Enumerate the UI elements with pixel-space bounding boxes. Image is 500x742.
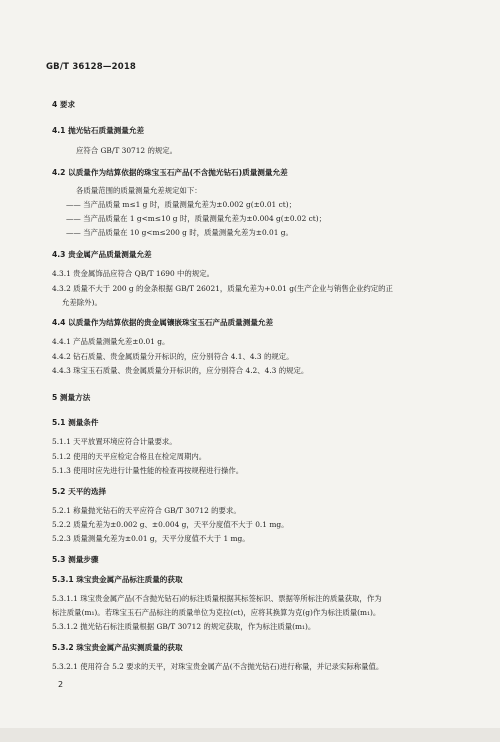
- clause-5-2-2: 5.2.2 质量允差为±0.002 g、±0.004 g，天平分度值不大于 0.1 mg。: [52, 520, 289, 529]
- section-5-heading: 5 测量方法: [52, 393, 91, 402]
- section-4-2-intro: 各质量范围的质量测量允差规定如下：: [76, 186, 202, 195]
- clause-5-1-2: 5.1.2 使用的天平应检定合格且在检定周期内。: [52, 452, 207, 461]
- clause-5-1-3: 5.1.3 使用时应先进行计量性能的检查再按规程进行操作。: [52, 466, 244, 475]
- section-4-4-heading: 4.4 以质量作为结算依据的贵金属镶嵌珠宝玉石产品质量测量允差: [52, 318, 274, 327]
- clause-4-4-2: 4.4.2 钻石质量、贵金属质量分开标识的，应分别符合 4.1、4.3 的规定。: [52, 352, 294, 361]
- clause-5-1-1: 5.1.1 天平放置环境应符合计量要求。: [52, 437, 177, 446]
- section-5-3-2-heading: 5.3.2 珠宝贵金属产品实测质量的获取: [52, 643, 183, 652]
- section-4-1-heading: 4.1 抛光钻石质量测量允差: [52, 126, 145, 135]
- scan-edge: [0, 728, 500, 742]
- clause-5-2-1: 5.2.1 称量抛光钻石的天平应符合 GB/T 30712 的要求。: [52, 506, 241, 515]
- section-4-1-text: 应符合 GB/T 30712 的规定。: [76, 146, 178, 155]
- section-4-2-bullet-1: —— 当产品质量 m≤1 g 时，质量测量允差为±0.002 g(±0.01 ct)；: [66, 200, 296, 209]
- clause-4-4-1: 4.4.1 产品质量测量允差±0.01 g。: [52, 337, 170, 346]
- clause-4-3-2-cont: 允差除外)。: [62, 298, 102, 307]
- clause-5-3-1-1: 5.3.1.1 珠宝贵金属产品(不含抛光钻石)的标注质量根据其标签标识、票据等所标注的质量获取，作为: [52, 594, 382, 603]
- clause-4-4-3: 4.4.3 珠宝玉石质量、贵金属质量分开标识的，应分别符合 4.2、4.3 的规定。: [52, 366, 309, 375]
- section-4-2-bullet-2: —— 当产品质量在 1 g<m≤10 g 时，质量测量允差为±0.004 g(±0.02 ct)；: [66, 214, 327, 223]
- section-4-3-heading: 4.3 贵金属产品质量测量允差: [52, 250, 152, 259]
- clause-5-3-1-1-cont: 标注质量(m₁)。若珠宝玉石产品标注的质量单位为克拉(ct)，应将其换算为克(g)作为标注质量(m₁)。: [52, 608, 381, 617]
- section-4-2-heading: 4.2 以质量作为结算依据的珠宝玉石产品(不含抛光钻石)质量测量允差: [52, 168, 288, 177]
- section-5-2-heading: 5.2 天平的选择: [52, 487, 107, 496]
- clause-5-2-3: 5.2.3 质量测量允差为±0.01 g，天平分度值不大于 1 mg。: [52, 534, 250, 543]
- section-4-2-bullet-3: —— 当产品质量在 10 g<m≤200 g 时，质量测量允差为±0.01 g。: [66, 228, 293, 237]
- section-5-3-heading: 5.3 测量步骤: [52, 555, 99, 564]
- section-5-3-1-heading: 5.3.1 珠宝贵金属产品标注质量的获取: [52, 575, 183, 584]
- clause-5-3-2-1: 5.3.2.1 使用符合 5.2 要求的天平，对珠宝贵金属产品(不含抛光钻石)进行称量，并记录实际称量值。: [52, 662, 384, 671]
- section-4-heading: 4 要求: [52, 100, 76, 109]
- page-number: 2: [58, 680, 64, 689]
- standard-header: GB/T 36128—2018: [46, 62, 137, 72]
- clause-5-3-1-2: 5.3.1.2 抛光钻石标注质量根据 GB/T 30712 的规定获取，作为标注质量(m₁)。: [52, 622, 316, 631]
- clause-4-3-2: 4.3.2 质量不大于 200 g 的金条根据 GB/T 26021，质量允差为+0.01 g(生产企业与销售企业约定的正: [52, 284, 393, 293]
- clause-4-3-1: 4.3.1 贵金属饰品应符合 QB/T 1690 中的规定。: [52, 269, 214, 278]
- section-5-1-heading: 5.1 测量条件: [52, 418, 99, 427]
